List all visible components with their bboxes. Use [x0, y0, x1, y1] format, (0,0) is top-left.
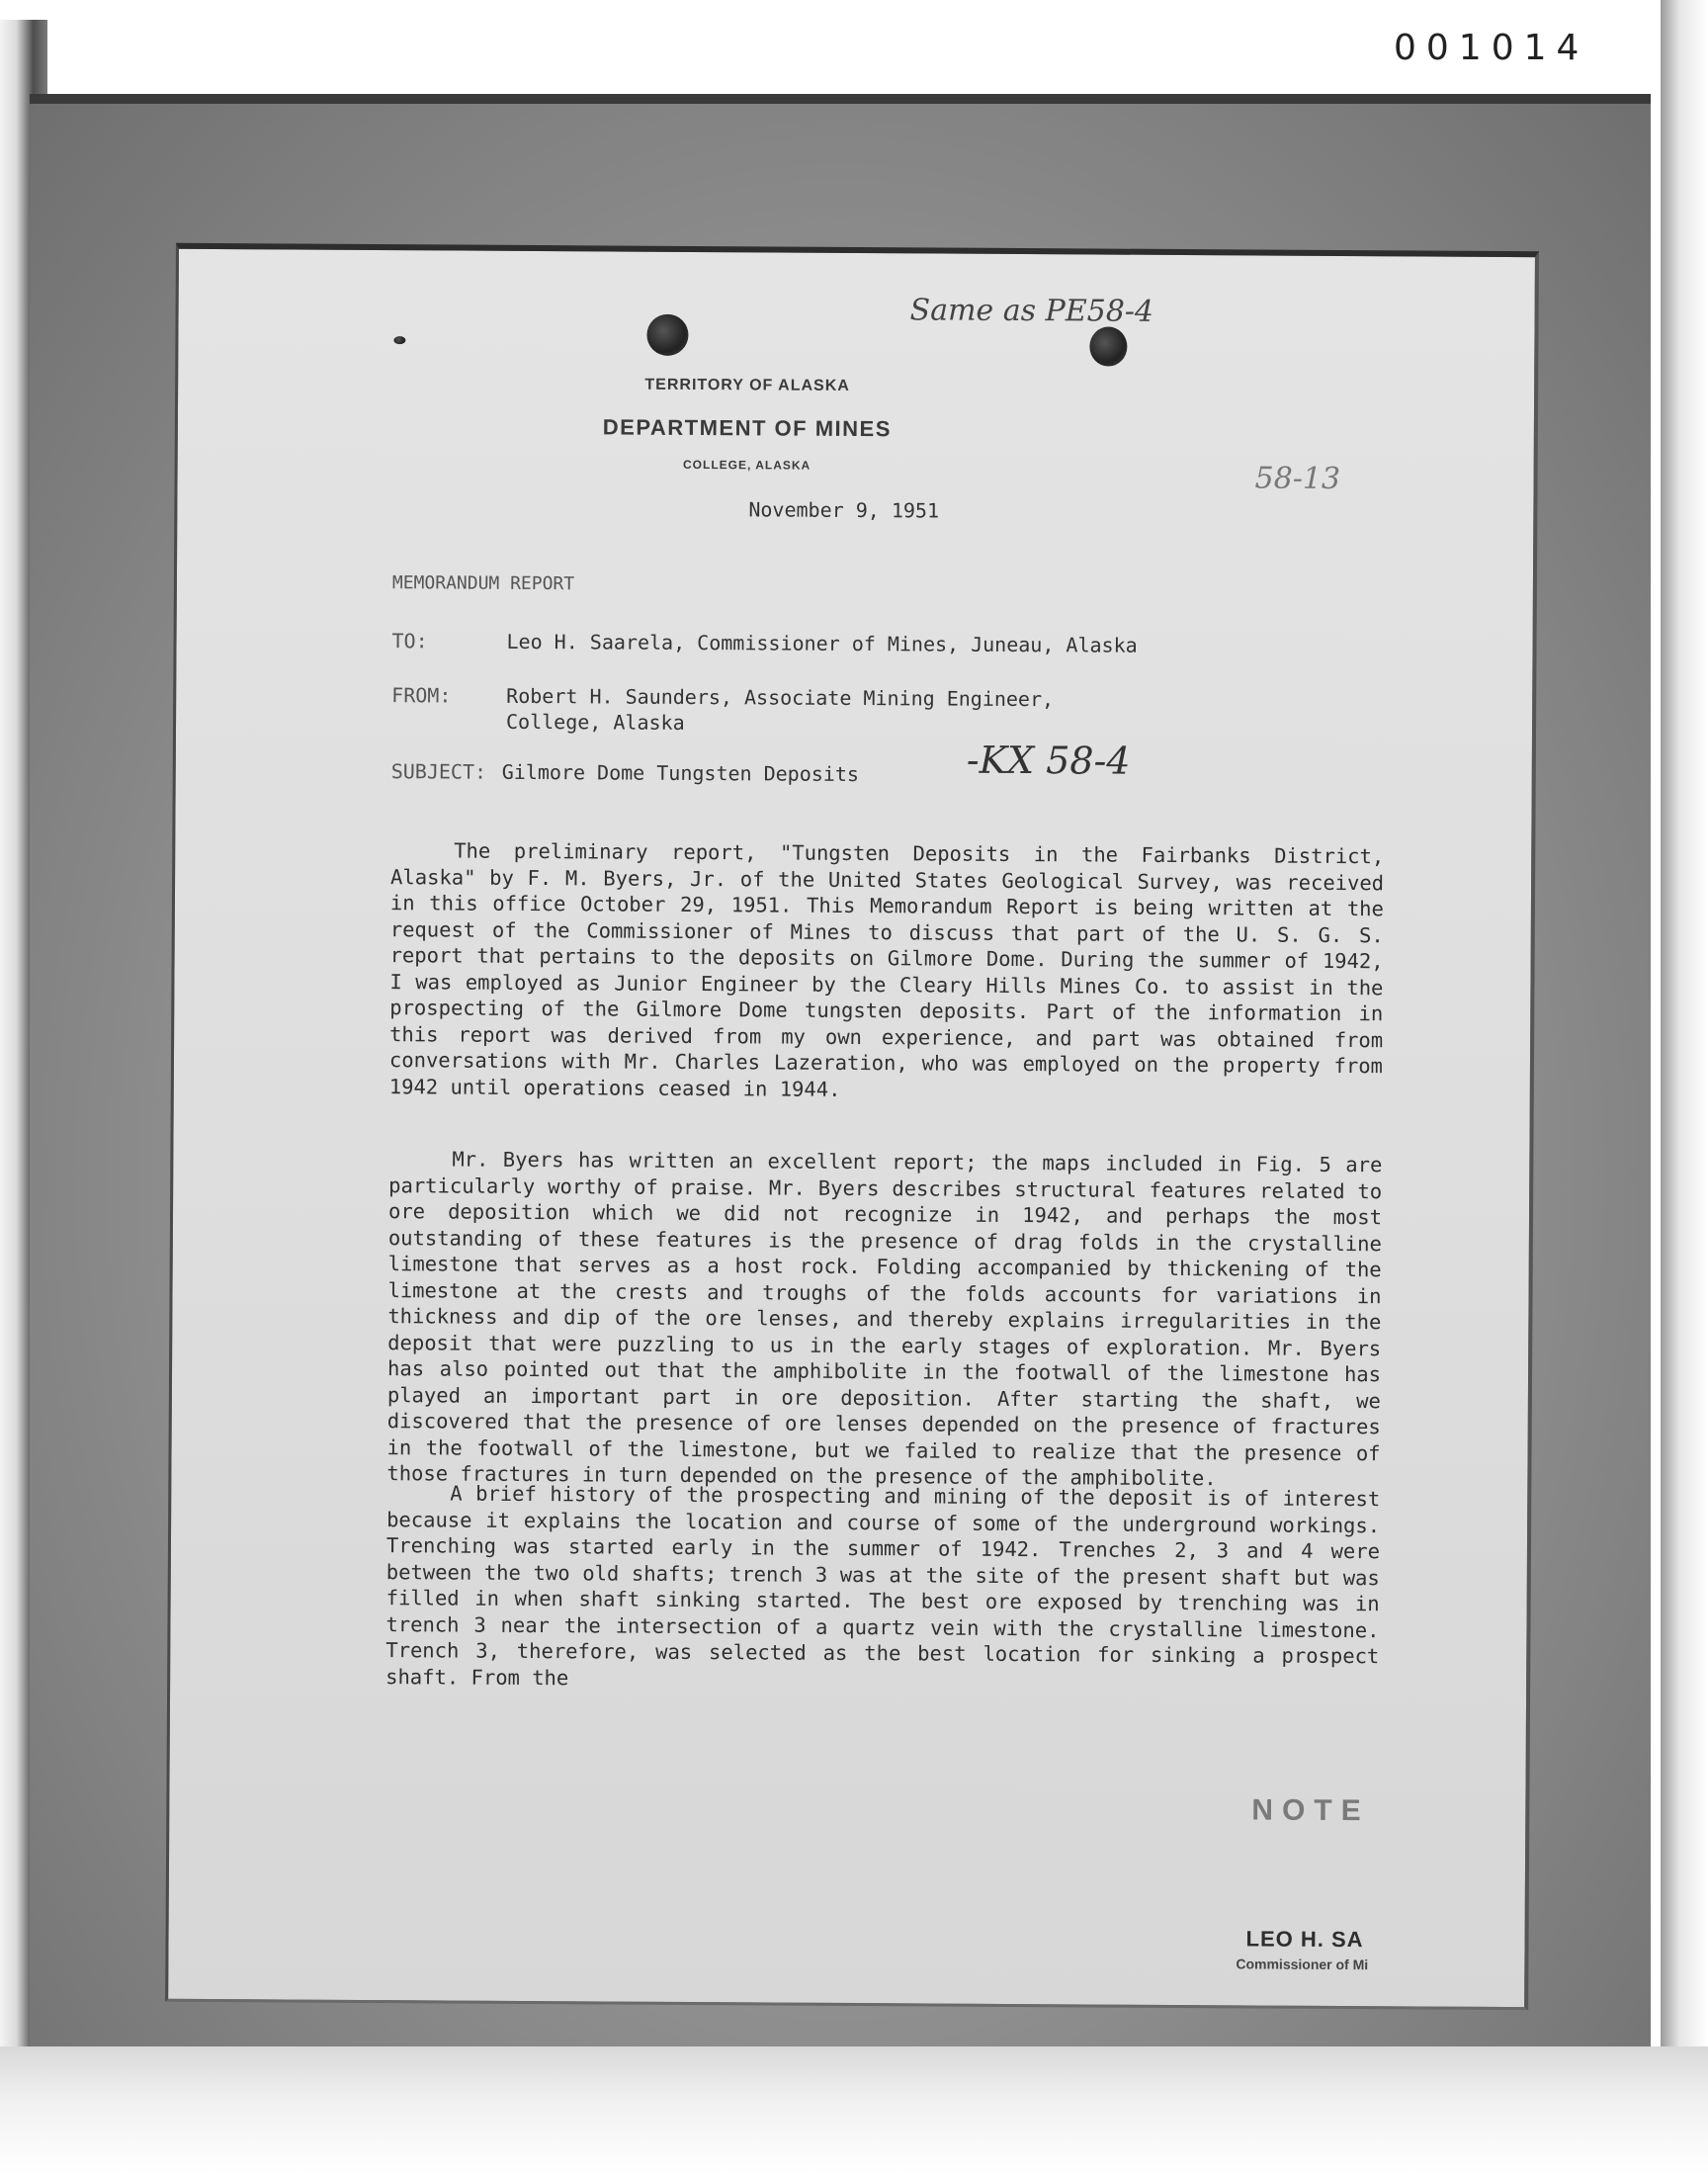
body-paragraph-3: A brief history of the prospecting and mining of the deposit is of interest because it explains the location and course of some of the underground workings. Trenching was started early in the summer of 1942. Trenches 2, 3 and 4 were between the two old shafts; trench 3 was at the site of the present shaft but was filled in when shaft sinking started. The best ore exposed by trenching was in trench 3 near the intersection of a quartz vein with the crystalline limestone. Trench 3, therefore, was selected as the best location for sinking a prospect shaft. From the [385, 1481, 1381, 1690]
from-value-line-1: Robert H. Saunders, Associate Mining Engineer, [506, 683, 1055, 712]
memo-date: November 9, 1951 [748, 497, 940, 523]
memo-subject-row [391, 758, 859, 787]
letterhead-territory: TERRITORY OF ALASKA [644, 376, 850, 394]
scan-bottom-band [0, 2046, 1708, 2175]
to-label: TO: [391, 629, 428, 653]
punch-hole [646, 314, 688, 356]
reference-number: 001014 [1394, 28, 1589, 68]
from-label: FROM: [391, 683, 452, 708]
letterhead-department: DEPARTMENT OF MINES [602, 414, 893, 442]
scan-right-edge [1661, 0, 1708, 2175]
memo-from-row [391, 682, 1198, 739]
handwritten-kx-code: -KX 58-4 [966, 738, 1131, 783]
body-paragraph-2: Mr. Byers has written an excellent report; the maps included in Fig. 5 are particularly worthy of praise. Mr. Byers describes structural features related to ore deposition which we did not recognize in 1942, and perhaps the most outstanding of these features is the presence of drag folds in the crystalline limestone that serves as a host rock. Folding accompanied by thickening of the limestone at the crests and troughs of the folds accounts for variations in thickness and dip of the ore lenses, and thereby explains irregularities in the deposit that were puzzling to us in the early stages of exploration. Mr. Byers has also pointed out that the amphibolite in the footwall of the limestone has played an important part in ore deposition. After starting the shaft, we discovered that the presence of ore lenses depended on the presence of fractures in the footwall of the limestone, but we failed to realize that the presence of those fractures in turn depended on the presence of the amphibolite. [386, 1147, 1383, 1491]
from-value [506, 683, 1198, 739]
ink-speck [393, 336, 405, 344]
received-stamp-heading: NOTE [1251, 1793, 1370, 1828]
handwritten-same-as: Same as PE58-4 [909, 293, 1154, 329]
punch-hole [1089, 326, 1127, 366]
from-value-line-2: College, Alaska [505, 709, 685, 735]
subject-label: SUBJECT: [390, 759, 487, 784]
subject-value: Gilmore Dome Tungsten Deposits [501, 759, 860, 787]
letterhead-location: COLLEGE, ALASKA [682, 457, 811, 473]
received-stamp-title: Commissioner of Mi [1236, 1956, 1369, 1973]
memo-sheet [165, 243, 1539, 2010]
received-stamp-name: LEO H. SA [1245, 1926, 1364, 1953]
memo-title: MEMORANDUM REPORT [391, 572, 575, 595]
handwritten-margin-code: 58-13 [1254, 461, 1341, 496]
to-value: Leo H. Saarela, Commissioner of Mines, Juneau, Alaska [506, 629, 1138, 657]
memo-to-row [391, 628, 1137, 658]
body-paragraph-1: The preliminary report, "Tungsten Deposits in the Fairbanks District, Alaska" by F. M. Byers, Jr. of the United States Geological Survey, was received in this office October 29, 1951. This Memorandum Report is being written at the request of the Commissioner of Mines to discuss that part of the U. S. G. S. report that pertains to the deposits on Gilmore Dome. During the summer of 1942, I was employed as Junior Engineer by the Cleary Hills Mines Co. to assist in the prospecting of the Gilmore Dome tungsten deposits. Part of the information in this report was derived from my own experience, and part was obtained from conversations with Mr. Charles Lazeration, who was employed on the property from 1942 until operations ceased in 1944. [388, 838, 1385, 1101]
